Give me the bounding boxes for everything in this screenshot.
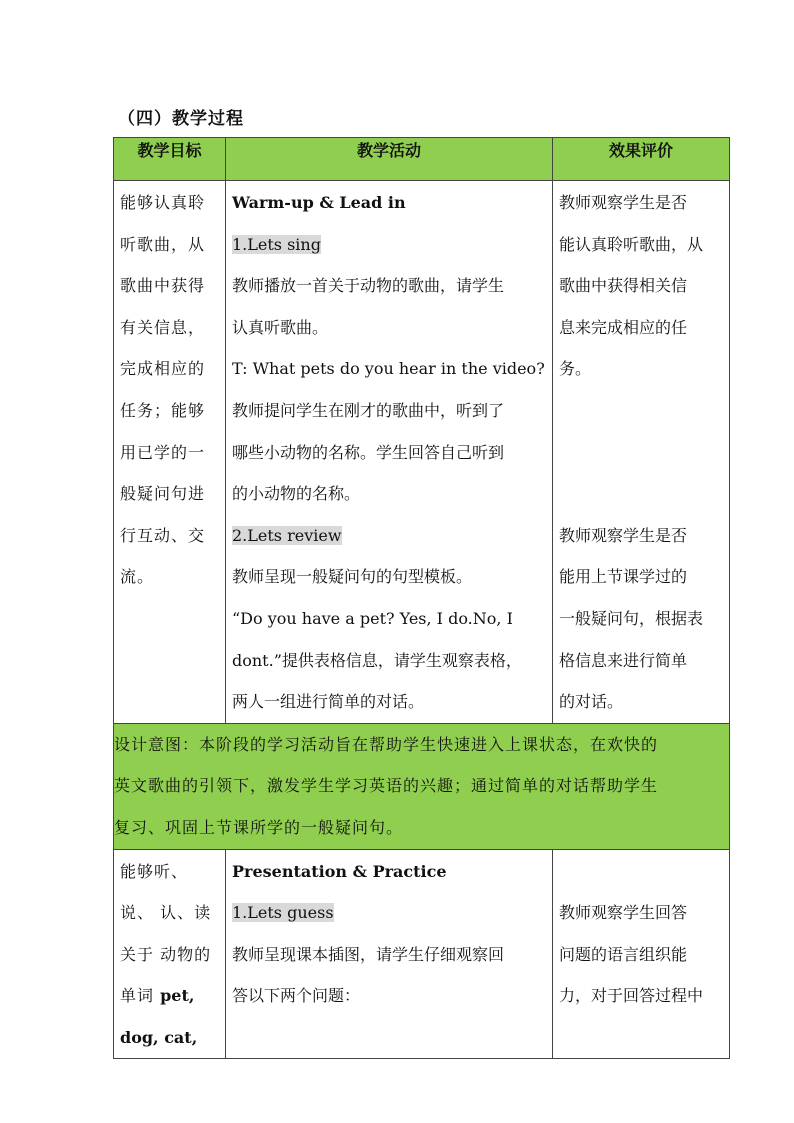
evaluation-line: 一般疑问句，根据表 (559, 608, 704, 628)
evaluation-cell (553, 849, 730, 1059)
evaluation-line: 息来完成相应的任 (559, 317, 688, 337)
activity-line: 两人一组进行简单的对话。 (232, 692, 425, 712)
activity-line: T: What pets do you hear in the video? (232, 359, 545, 379)
evaluation-line: 教师观察学生回答 (559, 903, 688, 923)
evaluation-line: 教师观察学生是否 (559, 525, 688, 545)
design-intent-line: 复习、巩固上节课所学的一般疑问句。 (114, 817, 404, 837)
goal-line: 歌曲中获得 (120, 276, 206, 296)
activity-line: 教师播放一首关于动物的歌曲，请学生 (232, 276, 505, 296)
table-header-row (114, 138, 730, 181)
goal-line: 用已学的一 (120, 442, 206, 462)
goal-cell (114, 181, 226, 724)
goal-line: 能够听、说、 (120, 861, 189, 923)
evaluation-line: 能用上节课学过的 (559, 567, 688, 587)
evaluation-line: 的对话。 (559, 692, 624, 712)
activity-step-label: 2.Lets review (232, 525, 342, 545)
teaching-process-table (113, 137, 730, 1059)
goal-line: 任务；能够 (120, 400, 206, 420)
design-intent-cell (114, 723, 730, 849)
activity-line: dont.”提供表格信息，请学生观察表格， (232, 650, 522, 670)
evaluation-line: 歌曲中获得相关信 (559, 276, 688, 296)
activity-line: 答以下两个问题： (232, 986, 361, 1006)
evaluation-line: 格信息来进行简单 (559, 650, 688, 670)
header-evaluation: 效果评价 (553, 138, 730, 181)
goal-line: pet, dog, cat, (120, 986, 198, 1047)
goal-line: 有关信息， (120, 317, 206, 337)
activity-cell (226, 181, 553, 724)
header-goal: 教学目标 (114, 138, 226, 181)
evaluation-line: 问题的语言组织能 (559, 944, 688, 964)
design-intent-line: 英文歌曲的引领下，激发学生学习英语的兴趣；通过简单的对话帮助学生 (114, 776, 659, 796)
evaluation-line: 教师观察学生是否 (559, 193, 688, 212)
activity-cell (226, 849, 553, 1059)
goal-line: 行互动、交 (120, 525, 206, 545)
activity-line: 教师提问学生在刚才的歌曲中，听到了 (232, 400, 505, 420)
activity-line: 教师呈现一般疑问句的句型模板。 (232, 567, 473, 587)
activity-stage-title: Presentation & Practice (232, 861, 447, 881)
goal-cell (114, 849, 226, 1059)
goal-line: 完成相应的 (120, 359, 206, 379)
activity-line: 的小动物的名称。 (232, 484, 361, 504)
activity-line: “Do you have a pet? Yes, I do.No, I (232, 608, 513, 628)
section-title: （四）教学过程 (118, 109, 244, 129)
activity-step-label: 1.Lets guess (232, 903, 334, 923)
evaluation-line: 能认真聆听歌曲，从 (559, 234, 704, 254)
goal-line: 听歌曲，从 (120, 234, 206, 254)
table-row (114, 849, 730, 1059)
header-activity: 教学活动 (226, 138, 553, 181)
evaluation-cell (553, 181, 730, 724)
goal-line: 认、读关于 (120, 903, 212, 964)
evaluation-line: 力，对于回答过程中 (559, 986, 704, 1006)
goal-line: 流。 (120, 567, 155, 587)
activity-line: 哪些小动物的名称。学生回答自己听到 (232, 442, 505, 462)
activity-line: 教师呈现课本插图，请学生仔细观察回 (232, 944, 505, 964)
activity-step-label: 1.Lets sing (232, 234, 321, 254)
activity-line: 认真听歌曲。 (232, 317, 329, 337)
table-row (114, 181, 730, 724)
activity-stage-title: Warm-up & Lead in (232, 193, 406, 212)
evaluation-line: 务。 (559, 359, 592, 379)
goal-line: 般疑问句进 (120, 484, 206, 504)
goal-line: 能够认真聆 (120, 193, 206, 212)
design-intent-line: 设计意图：本阶段的学习活动旨在帮助学生快速进入上课状态，在欢快的 (114, 734, 659, 754)
design-intent-row (114, 723, 730, 849)
goal-line: 动物的单词 (120, 944, 212, 1006)
